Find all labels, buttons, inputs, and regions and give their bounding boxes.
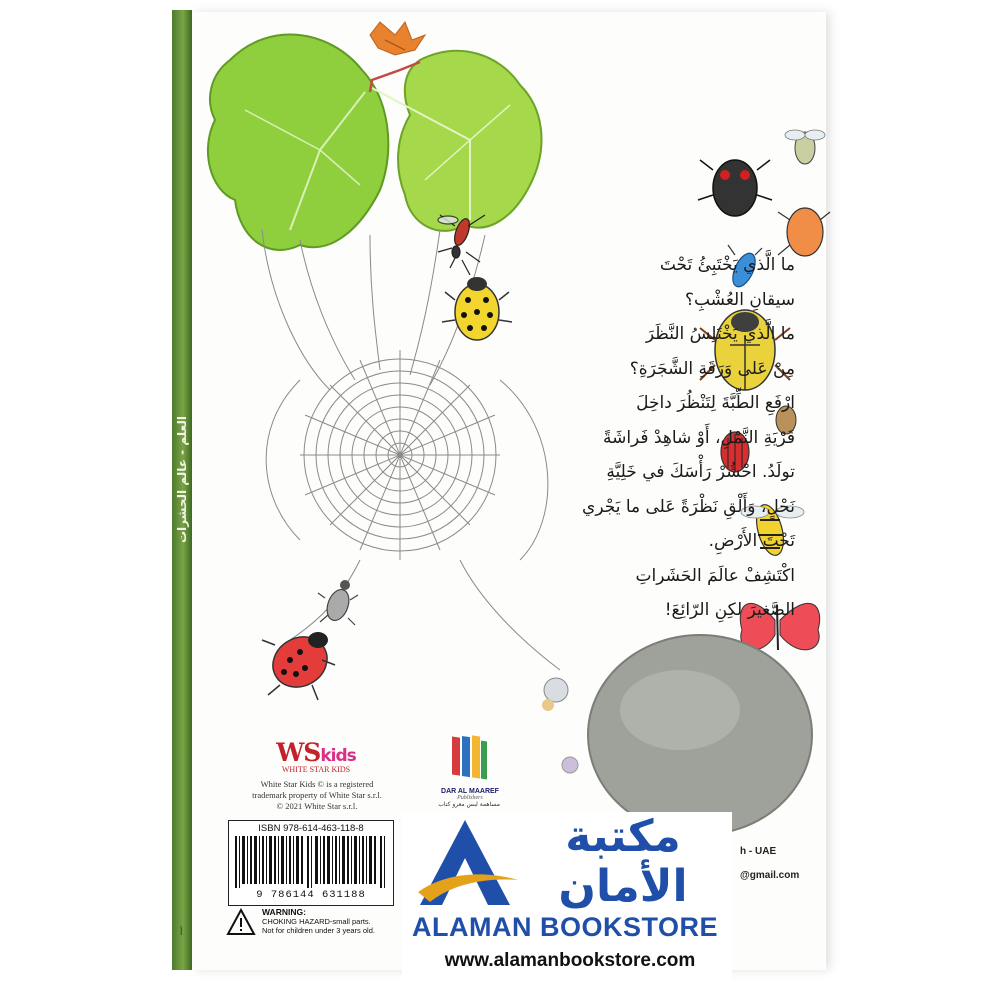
blurb-line: قَرْيَةِ النَّمْلِ، أَوْ شاهِدْ فَراشَةً xyxy=(602,427,795,448)
alaman-a-logo-icon xyxy=(410,820,520,915)
logo-ws: WS xyxy=(276,738,321,767)
spine-title: العلم - عالم الحشرات xyxy=(175,416,189,544)
publisher-sub: Publishers xyxy=(457,795,483,801)
fly-icon xyxy=(785,130,825,164)
legal-line: © 2021 White Star s.r.l. xyxy=(276,801,358,811)
grey-beetle-icon xyxy=(318,580,358,625)
partial-email: @gmail.com xyxy=(740,870,800,881)
blurb-line: تَحْتَ الأَرْضِ. xyxy=(708,531,795,551)
back-cover-blurb xyxy=(515,248,795,628)
publisher-logo xyxy=(440,730,500,808)
blurb-line: ما الَّذي يَخْتَبِئُ تَحْتَ xyxy=(659,255,795,275)
publisher-arabic: مساهمة لبس معرو كتاب xyxy=(438,801,500,808)
legal-line: White Star Kids © is a registered xyxy=(260,779,374,789)
blurb-line: مِنْ عَلى وَرَقَةِ الشَّجَرَةِ؟ xyxy=(629,358,795,379)
stone-illustration xyxy=(542,635,812,835)
black-beetle-icon xyxy=(698,160,772,216)
partial-address: h - UAE xyxy=(740,846,777,857)
white-star-kids-logo xyxy=(256,738,376,774)
corner-mark: أ xyxy=(180,928,183,938)
blurb-line: اكْتَشِفْ عالَمَ الحَشَراتِ xyxy=(635,565,795,586)
barcode-icon xyxy=(235,836,387,888)
barcode-digits: 9 786144 631188 xyxy=(256,889,366,901)
legal-line: trademark property of White Star s.r.l. xyxy=(252,790,382,800)
publisher-name: DAR AL MAAREF xyxy=(441,788,499,795)
warning-triangle-icon xyxy=(226,908,256,936)
blurb-line: ارْفَعِ الطِّبَّةَ لِتَنْظُرَ داخِلَ xyxy=(636,393,795,413)
blurb-line: سيقانِ العُشْبِ؟ xyxy=(684,289,795,310)
bookstore-arabic-line: مكتبة xyxy=(565,811,681,862)
bookstore-arabic-name xyxy=(518,812,728,912)
isbn-barcode xyxy=(228,820,394,906)
bookstore-arabic-line: الأمان xyxy=(558,861,688,912)
blurb-line: ما الَّذي يَخْتَلِسُ النَّظَرَ xyxy=(645,324,795,344)
blurb-line: تولَدُ. احْشُرْ رَأْسَكَ في خَلِيَّةِ xyxy=(606,462,795,482)
warning-title: WARNING: xyxy=(262,907,306,917)
choking-warning xyxy=(226,908,416,938)
warning-line: CHOKING HAZARD-small parts. xyxy=(262,917,371,926)
isbn-label: ISBN 978-614-463-118-8 xyxy=(258,823,364,834)
logo-name: WHITE STAR KIDS xyxy=(281,765,351,774)
blurb-line: الصَّغيرَ لكِنِ الرّائِعَ! xyxy=(664,600,795,620)
red-ladybug-icon xyxy=(262,627,336,700)
books-logo-icon xyxy=(448,730,492,780)
green-leaves xyxy=(208,35,542,250)
warning-line: Not for children under 3 years old. xyxy=(262,926,375,935)
copyright-notice xyxy=(222,779,412,812)
logo-kids: kids xyxy=(320,746,356,766)
yellow-ladybug-icon xyxy=(442,277,512,340)
bookstore-english-name: ALAMAN BOOKSTORE xyxy=(411,912,718,942)
bookstore-url: www.alamanbookstore.com xyxy=(444,950,696,971)
small-orange-leaf-icon xyxy=(370,22,425,55)
blurb-line: نَحْلٍ، وَأَلْقِ نَظْرَةً عَلى ما يَجْري xyxy=(582,496,795,517)
